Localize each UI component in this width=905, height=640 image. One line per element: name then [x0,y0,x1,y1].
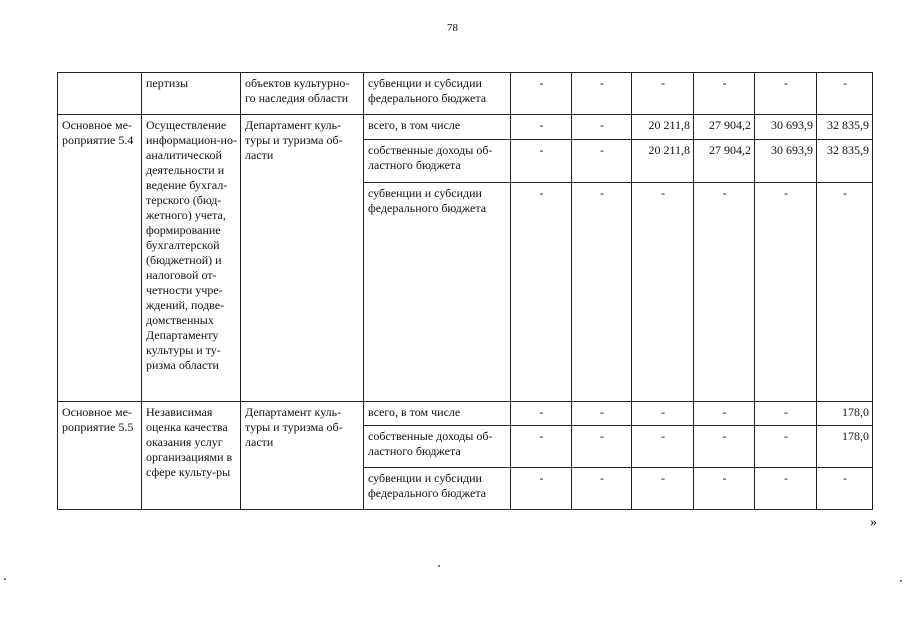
funding-source-cell: субвенции и субсидии федерального бюджета [364,468,511,510]
value-cell: - [694,426,755,468]
value-cell: 20 211,8 [632,115,694,140]
value-cell: 178,0 [817,402,873,426]
value-cell: - [572,183,632,402]
value-cell: 30 693,9 [755,115,817,140]
funding-source-cell: субвенции и субсидии федерального бюджета [364,73,511,115]
activity-cell: Основное ме-роприятие 5.5 [58,402,142,510]
value-cell: - [694,183,755,402]
funding-source-cell: собственные доходы об-ластного бюджета [364,140,511,183]
value-cell: - [632,468,694,510]
value-cell: - [511,140,572,183]
funding-source-cell: всего, в том числе [364,402,511,426]
value-cell: - [511,426,572,468]
value-cell: - [817,73,873,115]
executor-cell: Департамент куль-туры и туризма об-ласти [241,402,364,510]
value-cell: - [694,468,755,510]
value-cell: - [755,402,817,426]
value-cell: - [817,183,873,402]
table-row [58,115,873,140]
value-cell: 27 904,2 [694,115,755,140]
value-cell: - [817,468,873,510]
value-cell: - [572,115,632,140]
value-cell: - [511,183,572,402]
scan-speck [4,578,6,580]
funding-source-cell: всего, в том числе [364,115,511,140]
value-cell: - [755,426,817,468]
closing-quote: » [870,515,877,530]
activity-cell [58,73,142,115]
activity-cell: Основное ме-роприятие 5.4 [58,115,142,402]
description-cell: пертизы [142,73,241,115]
value-cell: - [511,73,572,115]
table-row [58,402,873,426]
value-cell: - [511,115,572,140]
value-cell: - [632,426,694,468]
page-number: 78 [447,22,458,34]
description-cell: Независимая оценка качества оказания услуг организациями в сфере культу-ры [142,402,241,510]
value-cell: 32 835,9 [817,140,873,183]
value-cell: 178,0 [817,426,873,468]
executor-cell: Департамент куль-туры и туризма об-ласти [241,115,364,402]
value-cell: - [511,468,572,510]
value-cell: 30 693,9 [755,140,817,183]
value-cell: - [572,140,632,183]
scan-speck [900,580,902,582]
value-cell: - [755,73,817,115]
budget-table [57,72,873,510]
value-cell: - [511,402,572,426]
scan-speck [438,565,440,567]
executor-cell: объектов культурно-го наследия области [241,73,364,115]
value-cell: - [694,402,755,426]
value-cell: - [694,73,755,115]
value-cell: - [632,183,694,402]
value-cell: - [632,402,694,426]
table-row [58,73,873,115]
value-cell: - [572,73,632,115]
value-cell: - [632,73,694,115]
funding-source-cell: собственные доходы об-ластного бюджета [364,426,511,468]
value-cell: 32 835,9 [817,115,873,140]
funding-source-cell: субвенции и субсидии федерального бюджета [364,183,511,402]
value-cell: - [755,468,817,510]
value-cell: - [572,426,632,468]
value-cell: 20 211,8 [632,140,694,183]
value-cell: - [755,183,817,402]
description-cell: Осуществление информацион-но-аналитической деятельности и ведение бухгал-терского (бюд-жетного) учета, формирование бухгалтерской (бюджетной) и налоговой от-четности учре-ждений, подве-домственных Департаменту культуры и ту-ризма области [142,115,241,402]
value-cell: - [572,468,632,510]
value-cell: 27 904,2 [694,140,755,183]
value-cell: - [572,402,632,426]
